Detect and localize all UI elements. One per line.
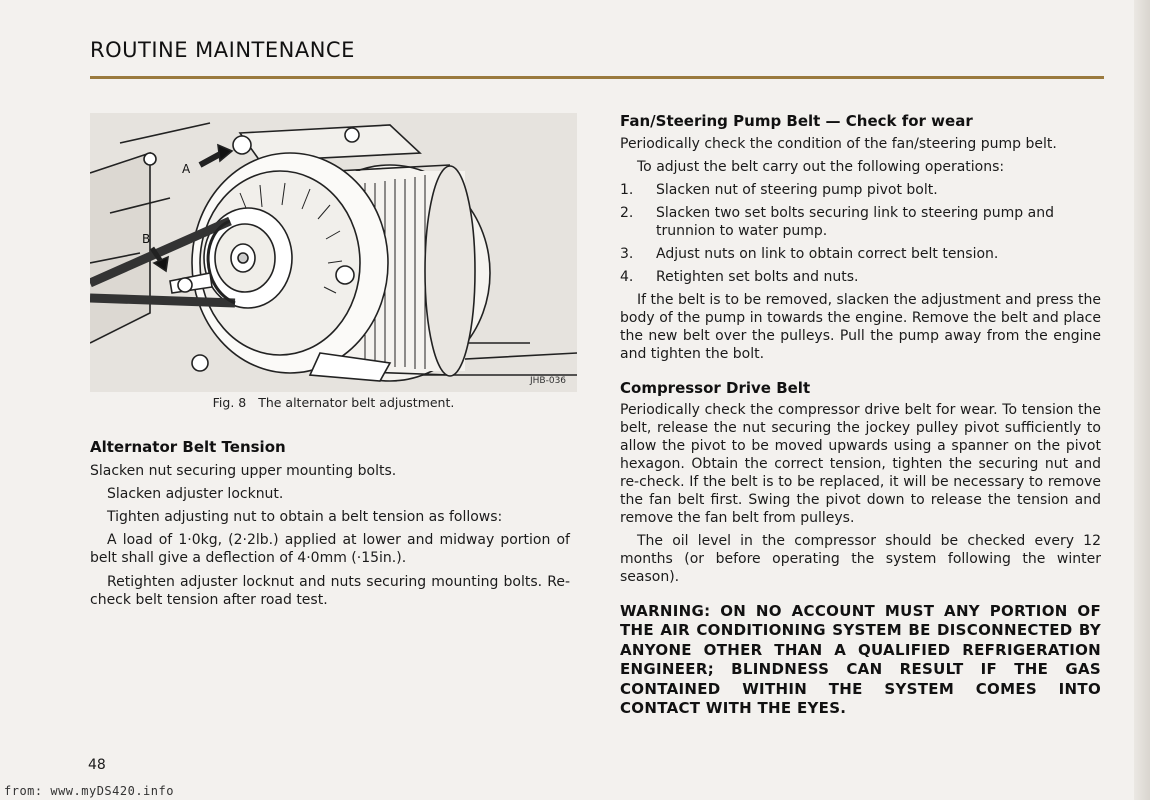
fan-belt-intro-2: To adjust the belt carry out the following operations: bbox=[637, 159, 1005, 175]
alternator-section bbox=[90, 438, 570, 609]
warning-text: WARNING: ON NO ACCOUNT MUST ANY PORTION OF THE AIR CONDITIONING SYSTEM BE DISCONNECTED BY ANYONE OTHER THAN A QUALIFIED REFRIGERATION ENGINEER; BLINDNESS CAN RESULT IF THE GAS CONTAINED WITHIN THE SYSTEM COMES INTO CONTACT WITH THE EYES. bbox=[620, 602, 1101, 718]
alternator-drawing bbox=[90, 113, 577, 392]
step-text: Adjust nuts on link to obtain correct belt tension. bbox=[656, 246, 999, 262]
source-watermark: from: www.myDS420.info bbox=[4, 784, 174, 798]
step-item bbox=[620, 204, 1101, 240]
step-number: 2. bbox=[620, 205, 634, 221]
compressor-oil-text: The oil level in the compressor should be checked every 12 months (or before operating the system following the winter season). bbox=[620, 533, 1101, 585]
alternator-line: Tighten adjusting nut to obtain a belt tension as follows: bbox=[107, 509, 503, 525]
step-text: Slacken nut of steering pump pivot bolt. bbox=[656, 182, 938, 198]
header-rule bbox=[90, 76, 1104, 79]
fan-belt-removal: If the belt is to be removed, slacken the adjustment and press the body of the pump in towards the engine. Remove the belt and place the new belt over the pulleys. Pull the pump away from the engine and tighten the bolt. bbox=[620, 292, 1101, 362]
fan-belt-intro: Periodically check the condition of the fan/steering pump belt. bbox=[620, 136, 1057, 152]
alternator-line: Slacken adjuster locknut. bbox=[107, 486, 284, 502]
fan-belt-steps bbox=[620, 181, 1101, 286]
figure-label-a: A bbox=[182, 162, 191, 176]
compressor-text: Periodically check the compressor drive belt for wear. To tension the belt, release the nut securing the jockey pulley pivot sufficiently to allow the pivot to be moved upwards using a spanner on the pivot hexagon. Obtain the correct tension, tighten the securing nut and re-check. If the belt is to be replaced, it will be necessary to remove the fan belt first. Swing the pivot down to release the tension and remove the fan belt from pulleys. bbox=[620, 402, 1101, 526]
figure-caption bbox=[90, 395, 577, 410]
alternator-line: A load of 1·0kg, (2·2lb.) applied at lower and midway portion of belt shall give a deflection of 4·0mm (·15in.). bbox=[90, 532, 570, 566]
figure-caption-text: The alternator belt adjustment. bbox=[258, 395, 455, 410]
page-title: ROUTINE MAINTENANCE bbox=[90, 38, 355, 62]
step-number: 3. bbox=[620, 246, 634, 262]
alternator-illustration bbox=[90, 113, 577, 392]
alternator-heading: Alternator Belt Tension bbox=[90, 438, 286, 456]
compressor-heading: Compressor Drive Belt bbox=[620, 379, 811, 397]
figure-number: Fig. 8 bbox=[212, 395, 247, 410]
step-number: 1. bbox=[620, 182, 634, 198]
fan-belt-heading: Fan/Steering Pump Belt — Check for wear bbox=[620, 112, 973, 130]
figure-code: JHB-036 bbox=[530, 376, 567, 386]
page-number: 48 bbox=[88, 757, 106, 773]
alternator-line: Retighten adjuster locknut and nuts securing mounting bolts. Re-check belt tension after road test. bbox=[90, 574, 570, 608]
alternator-line: Slacken nut securing upper mounting bolts. bbox=[90, 463, 397, 479]
figure-label-b: B bbox=[142, 232, 151, 246]
step-text: Slacken two set bolts securing link to steering pump and trunnion to water pump. bbox=[656, 205, 1054, 239]
step-item bbox=[620, 268, 1101, 286]
right-column bbox=[620, 112, 1101, 718]
step-text: Retighten set bolts and nuts. bbox=[656, 269, 859, 285]
step-item bbox=[620, 245, 1101, 263]
step-number: 4. bbox=[620, 269, 634, 285]
page-edge bbox=[1134, 0, 1150, 800]
step-item bbox=[620, 181, 1101, 199]
